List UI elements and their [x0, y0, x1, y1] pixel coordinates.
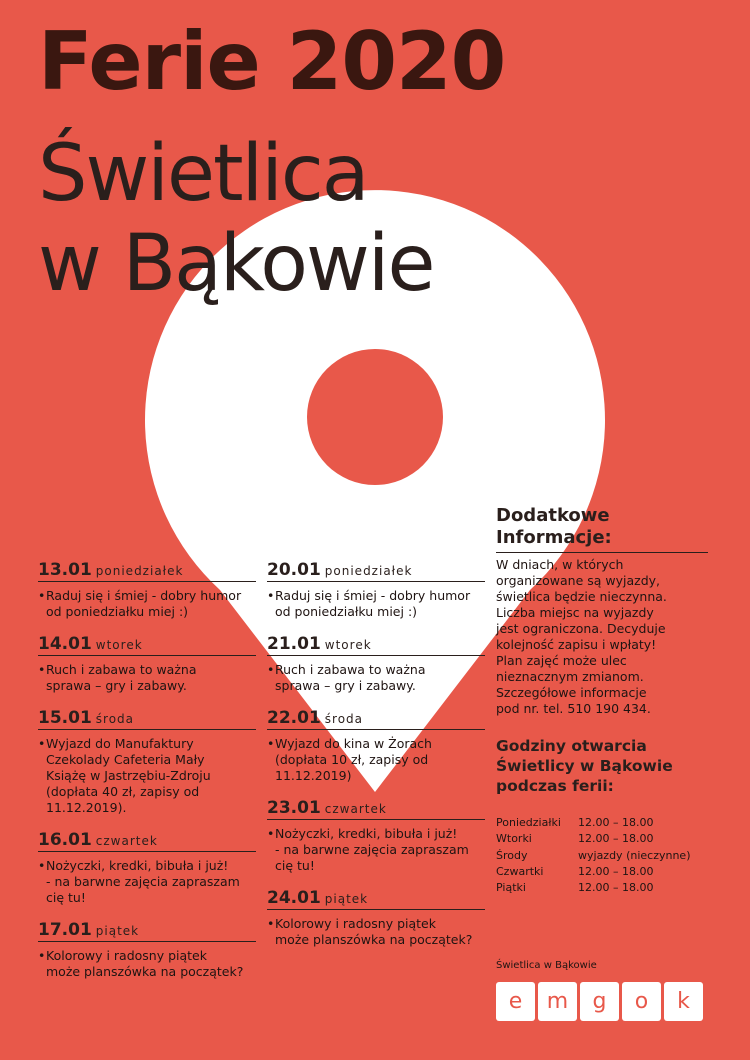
day-weekday: poniedziałek [324, 564, 413, 578]
logo-letter: e [496, 982, 535, 1021]
hours-row [496, 865, 691, 881]
activity-line: - na barwne zajęcia zapraszam [275, 842, 469, 857]
schedule-day [267, 634, 485, 694]
day-date: 21.01 [267, 634, 321, 654]
schedule-day [38, 708, 256, 816]
day-date: 17.01 [38, 920, 92, 940]
info-line: Szczegółowe informacje [496, 685, 647, 701]
activity-line: • Wyjazd do Manufaktury [46, 736, 194, 751]
info-line: Liczba miejsc na wyjazdy [496, 605, 654, 621]
activity-line: • Raduj się i śmiej - dobry humor [46, 588, 242, 603]
schedule-day [267, 708, 485, 784]
hours-row [496, 881, 691, 897]
day-header [38, 634, 256, 656]
schedule-day [38, 560, 256, 620]
info-line: jest ograniczona. Decyduje [496, 621, 666, 637]
day-weekday: poniedziałek [95, 564, 184, 578]
hours-time: 12.00 – 18.00 [578, 832, 654, 846]
hours-heading-line: Świetlicy w Bąkowie [496, 756, 673, 775]
day-activity [267, 662, 485, 694]
day-activity [267, 588, 485, 620]
activity-line: cię tu! [46, 890, 86, 905]
info-line: pod nr. tel. 510 190 434. [496, 701, 651, 717]
day-weekday: wtorek [324, 638, 372, 652]
hours-heading-line: podczas ferii: [496, 776, 614, 795]
day-weekday: środa [95, 712, 135, 726]
hours-heading [496, 737, 708, 796]
activity-line: sprawa – gry i zabawy. [275, 678, 416, 693]
poster-subtitle-line2: w Bąkowie [38, 219, 434, 309]
activity-line: (dopłata 10 zł, zapisy od [275, 752, 429, 767]
day-header [38, 560, 256, 582]
day-header [38, 920, 256, 942]
schedule-column-1 [38, 560, 256, 994]
activity-line: sprawa – gry i zabawy. [46, 678, 187, 693]
hours-day: Środy [496, 848, 528, 862]
hours-day: Czwartki [496, 864, 544, 878]
info-line: nieznacznym zmianom. [496, 669, 644, 685]
activity-line: 11.12.2019). [46, 800, 127, 815]
info-heading-line: Dodatkowe [496, 505, 610, 526]
hours-time: 12.00 – 18.00 [578, 864, 654, 878]
day-date: 16.01 [38, 830, 92, 850]
day-date: 20.01 [267, 560, 321, 580]
activity-line: • Kolorowy i radosny piątek [275, 916, 436, 931]
logo-letter: g [580, 982, 619, 1021]
hours-row [496, 832, 691, 848]
day-activity [38, 948, 256, 980]
day-header [267, 708, 485, 730]
activity-line: może planszówka na początek? [46, 964, 244, 979]
day-activity [267, 736, 485, 784]
day-header [267, 634, 485, 656]
day-activity [38, 858, 256, 906]
schedule-day [38, 830, 256, 906]
day-date: 23.01 [267, 798, 321, 818]
day-header [267, 798, 485, 820]
hours-heading-line: Godziny otwarcia [496, 737, 647, 756]
activity-line: • Wyjazd do kina w Żorach [275, 736, 432, 751]
day-weekday: piątek [324, 892, 369, 906]
day-activity [38, 588, 256, 620]
activity-line: • Nożyczki, kredki, bibuła i już! [46, 858, 229, 873]
hours-day: Poniedziałki [496, 816, 561, 830]
info-line: Plan zajęć może ulec [496, 653, 627, 669]
day-weekday: wtorek [95, 638, 143, 652]
activity-line: może planszówka na początek? [275, 932, 473, 947]
schedule-column-2 [267, 560, 485, 962]
activity-line: • Nożyczki, kredki, bibuła i już! [275, 826, 458, 841]
day-date: 24.01 [267, 888, 321, 908]
activity-line: • Kolorowy i radosny piątek [46, 948, 207, 963]
schedule-day [38, 920, 256, 980]
day-date: 15.01 [38, 708, 92, 728]
activity-line: Książę w Jastrzębiu-Zdroju [46, 768, 211, 783]
day-header [38, 830, 256, 852]
activity-line: 11.12.2019) [275, 768, 352, 783]
info-column [496, 505, 708, 897]
day-weekday: czwartek [95, 834, 158, 848]
day-weekday: środa [324, 712, 364, 726]
emgok-logo [496, 982, 703, 1021]
info-body [496, 557, 708, 717]
day-weekday: piątek [95, 924, 140, 938]
activity-line: od poniedziałku miej :) [275, 604, 418, 619]
activity-line: od poniedziałku miej :) [46, 604, 189, 619]
activity-line: • Ruch i zabawa to ważna [46, 662, 197, 677]
schedule-day [267, 560, 485, 620]
activity-line: • Raduj się i śmiej - dobry humor [275, 588, 471, 603]
info-heading [496, 505, 708, 553]
info-heading-line: Informacje: [496, 526, 612, 548]
schedule-day [267, 798, 485, 874]
activity-line: cię tu! [275, 858, 315, 873]
day-date: 13.01 [38, 560, 92, 580]
hours-time: 12.00 – 18.00 [578, 880, 654, 894]
day-activity [38, 736, 256, 816]
hours-table [496, 816, 691, 897]
day-weekday: czwartek [324, 802, 387, 816]
day-header [38, 708, 256, 730]
day-header [267, 888, 485, 910]
activity-line: • Ruch i zabawa to ważna [275, 662, 426, 677]
poster-subtitle-line1: Świetlica [38, 129, 368, 219]
hours-day: Wtorki [496, 832, 532, 846]
activity-line: Czekolady Cafeteria Mały [46, 752, 205, 767]
hours-row [496, 816, 691, 832]
day-date: 22.01 [267, 708, 321, 728]
info-line: W dniach, w których [496, 557, 624, 573]
schedule-day [267, 888, 485, 948]
info-line: świetlica będzie nieczynna. [496, 589, 667, 605]
activity-line: - na barwne zajęcia zapraszam [46, 874, 240, 889]
activity-line: (dopłata 40 zł, zapisy od [46, 784, 200, 799]
hours-day: Piątki [496, 880, 526, 894]
logo-letter: k [664, 982, 703, 1021]
logo-letter: m [538, 982, 577, 1021]
info-line: organizowane są wyjazdy, [496, 573, 661, 589]
day-activity [38, 662, 256, 694]
day-header [267, 560, 485, 582]
poster-title: Ferie 2020 [38, 15, 506, 108]
logo-letter: o [622, 982, 661, 1021]
hours-time: 12.00 – 18.00 [578, 816, 654, 830]
schedule-day [38, 634, 256, 694]
day-activity [267, 916, 485, 948]
hours-row [496, 849, 691, 865]
hours-time: wyjazdy (nieczynne) [578, 848, 691, 862]
brand-label: Świetlica w Bąkowie [496, 960, 597, 971]
day-activity [267, 826, 485, 874]
day-date: 14.01 [38, 634, 92, 654]
info-line: kolejność zapisu i wpłaty! [496, 637, 657, 653]
